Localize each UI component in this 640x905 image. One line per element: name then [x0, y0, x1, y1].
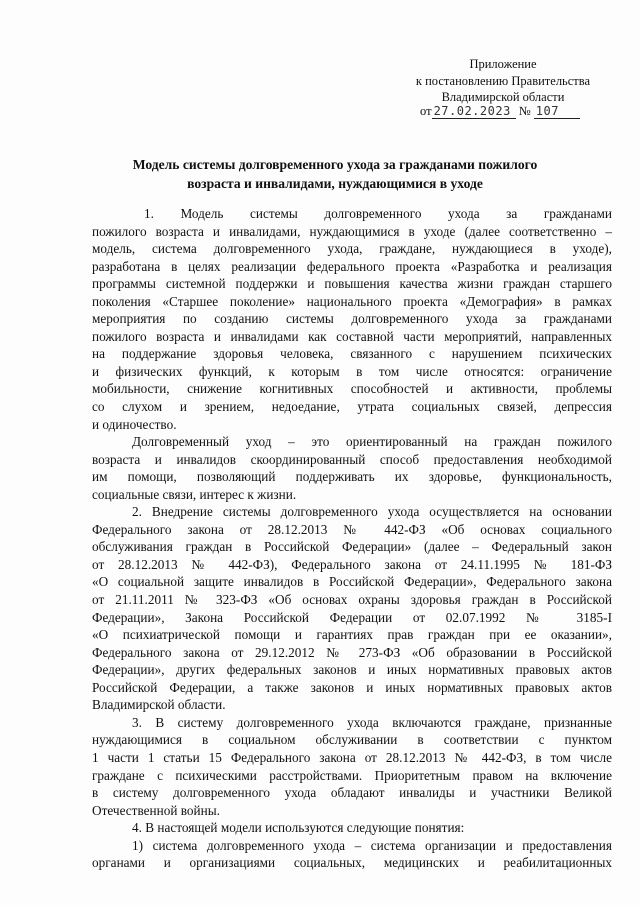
body-line: им помощи, позволяющий поддерживать их здоровье, функциональность,	[92, 469, 612, 485]
document-body	[92, 205, 612, 872]
body-line: 1. Модель системы долговременного ухода за гражданами	[144, 206, 612, 221]
body-line: органами и организациями социальных, медицинских и реабилитационных	[92, 855, 612, 871]
body-line: Федерального закона от 29.12.2012 № 273-ФЗ «Об образовании в Российской	[92, 644, 612, 660]
number-field: 107	[534, 105, 580, 119]
body-line: от 28.12.2013 № 442-ФЗ), Федерального закона от 24.11.1995 № 181-ФЗ	[92, 556, 612, 572]
body-line: модель, система долговременного ухода, граждане, нуждающиеся в уходе),	[92, 241, 612, 257]
document-title	[100, 155, 570, 193]
title-line-2: возраста и инвалидами, нуждающимися в уходе	[187, 176, 483, 191]
body-line: разработана в целях реализации федерального проекта «Разработка и реализация	[92, 258, 612, 274]
body-line: нуждающимися в социальном обслуживании в соответствии с пунктом	[92, 732, 612, 748]
title-line-1: Модель системы долговременного ухода за гражданами пожилого	[132, 157, 538, 172]
resolution-reference: к постановлению Правительства	[415, 73, 591, 88]
body-line: «О психиатрической помощи и гарантиях прав граждан при ее оказании»,	[92, 627, 612, 643]
body-line: «О социальной защите инвалидов в Российской Федерации», Федерального закона	[92, 574, 612, 590]
body-line: 4. В настоящей модели используются следующие понятия:	[132, 820, 465, 836]
body-line: от 21.11.2011 № 323-ФЗ «Об основах охраны здоровья граждан в Российской	[92, 592, 612, 608]
region-name: Владимирской области	[441, 90, 565, 104]
body-line: Долговременный уход – это ориентированный на граждан пожилого	[132, 434, 612, 450]
body-line: Федерации», других федеральных законов и иных нормативных правовых актов	[92, 662, 612, 678]
body-line: поколения «Старшее поколение» национального проекта «Демография» в рамках	[92, 293, 612, 309]
body-line: возраста и инвалидов скоординированный способ предоставления необходимой	[92, 451, 612, 467]
body-line: и физических функций, к которым в том числе относятся: ограничение	[92, 363, 612, 379]
date-number-line	[420, 104, 580, 119]
body-line: Отечественной войны.	[92, 802, 220, 818]
number-prefix: №	[518, 104, 531, 118]
body-line: Федерального закона от 28.12.2013 № 442-ФЗ «Об основах социального	[92, 521, 612, 537]
body-line: Российской Федерации, а также законов и иных нормативных правовых актов	[92, 679, 612, 695]
body-line: 3. В систему долговременного ухода включаются граждане, признанные	[132, 714, 612, 730]
appendix-header	[408, 56, 598, 106]
body-line: мобильности, снижение когнитивных способностей и активности, проблемы	[92, 381, 612, 397]
body-line: 2. Внедрение системы долговременного ухода осуществляется на основании	[132, 504, 612, 520]
body-line: мероприятия по созданию системы долговременного ухода за гражданами	[92, 311, 612, 327]
body-line: Владимирской области.	[92, 697, 226, 713]
body-line: программы системной поддержки и повышения качества жизни граждан старшего	[92, 276, 612, 292]
body-line: граждане с психическими расстройствами. Приоритетным правом на включение	[92, 767, 612, 783]
body-line: в систему долговременного ухода обладают инвалиды и участники Великой	[92, 785, 612, 801]
body-line: социальные связи, интерес к жизни.	[92, 486, 297, 502]
date-field: 27.02.2023	[432, 105, 516, 119]
body-line: обслуживания граждан в Российской Федерации» (далее – Федеральный закон	[92, 539, 612, 555]
body-line: и одиночество.	[92, 416, 177, 432]
body-line: пожилого возраста и инвалидами как составной части мероприятий, направленных	[92, 328, 612, 344]
body-line: со слухом и зрением, недоедание, утрата социальных связей, депрессия	[92, 399, 612, 415]
body-line: Федерации», Закона Российской Федерации от 02.07.1992 № 3185-I	[92, 609, 612, 625]
body-line: пожилого возраста и инвалидами, нуждающимися в уходе (далее соответственно –	[92, 223, 612, 239]
body-line: 1) система долговременного ухода – система организации и предоставления	[132, 837, 612, 853]
body-line: на поддержание здоровья человека, связанного с нарушением психических	[92, 346, 612, 362]
appendix-label: Приложение	[469, 57, 537, 71]
date-prefix: от	[420, 104, 432, 118]
body-line: 1 части 1 статьи 15 Федерального закона от 28.12.2013 № 442-ФЗ, в том числе	[92, 749, 612, 765]
